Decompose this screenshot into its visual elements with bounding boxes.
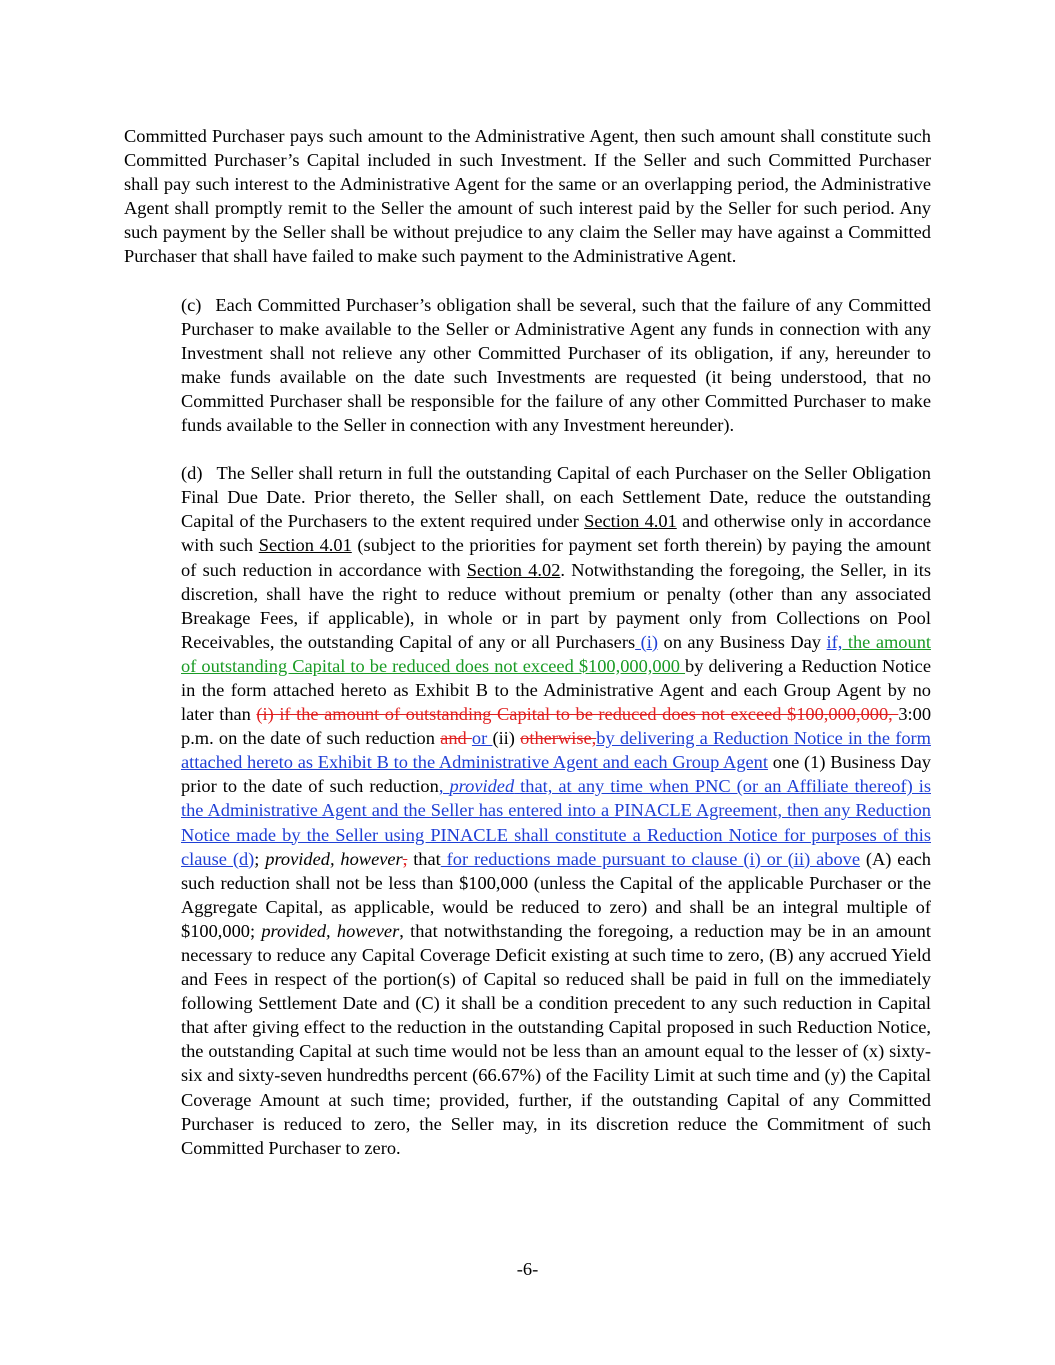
text-run: (ii) <box>492 728 521 749</box>
page-number: -6- <box>516 1259 539 1279</box>
section-reference: Section 4.01 <box>258 535 352 556</box>
text-run: by delivering a Reduction Notice in the form attached hereto as Exhibit B to the Administrative Agent and each Group Agent by no later than <box>181 655 931 725</box>
paragraph-c-label: (c) <box>181 294 202 315</box>
inserted-text: or <box>471 728 493 749</box>
text-run: . Notwithstanding the foregoing, the Seller, in its discretion, shall have the right to reduce without premium or penalty (other than any associated Breakage Fees, if applicable), in whole or in part by payment only from Collections on Pool Receivables, the outstanding Capital of any or all Purchasers <box>181 559 931 652</box>
text-run: and otherwise only in accordance with such <box>181 511 931 556</box>
inserted-text: if, <box>826 631 843 652</box>
text-run: that <box>407 848 441 869</box>
paragraph-d-label: (d) <box>181 463 203 484</box>
deleted-text: (i) if the amount of outstanding Capital to be reduced does not exceed $100,000,000, <box>256 704 899 725</box>
inserted-text: for reductions made pursuant to clause (i) or (ii) above <box>440 848 861 869</box>
text-run: (subject to the priorities for payment set forth therein) by paying the amount of such reduction in accordance with <box>181 535 932 580</box>
paragraph-c <box>124 293 931 438</box>
section-reference: Section 4.01 <box>584 511 677 532</box>
text-run: provided, however <box>261 920 400 941</box>
paragraph-d <box>124 461 931 1160</box>
inserted-text: (i) <box>635 631 658 652</box>
text-run: ; <box>254 848 266 869</box>
text-run: on any Business Day <box>658 631 827 652</box>
deleted-text: , <box>402 848 408 869</box>
paragraph-c-text: Each Committed Purchaser’s obligation shall be several, such that the failure of any Committed Purchaser to make available to the Seller or Administrative Agent any funds in connection with any Investment shall not relieve any other Committed Purchaser of its obligation, if any, hereunder to make funds available on the date such Investments are requested (it being understood, that no Committed Purchaser shall be responsible for the failure of any other Committed Purchaser to make funds available to the Seller in connection with any Investment hereunder). <box>181 294 931 436</box>
paragraph-spacer <box>124 437 931 461</box>
text-run: provided, however <box>265 848 403 869</box>
inserted-text: provided <box>449 776 515 797</box>
document-page <box>124 124 931 1160</box>
moved-text: the amount of outstanding Capital to be reduced does not exceed $100,000,000 <box>181 631 931 676</box>
text-run: 3:00 p.m. on the date of such reduction <box>181 704 932 749</box>
paragraph-b-continuation: Committed Purchaser pays such amount to the Administrative Agent, then such amount shall constitute such Committed Purchaser’s Capital included in such Investment. If the Seller and such Committed Purchaser shall pay such interest to the Administrative Agent for the same or an overlapping period, the Administrative Agent shall promptly remit to the Seller the amount of such interest paid by the Seller for such period. Any such payment by the Seller shall be without prejudice to any claim the Seller may have against a Committed Purchaser that shall have failed to make such payment to the Administrative Agent. <box>124 126 931 267</box>
text-run: one (1) Business Day prior to the date of such reduction <box>181 752 931 797</box>
inserted-text: that, at any time when PNC (or an Affiliate thereof) is the Administrative Agent and the Seller has entered into a PINACLE Agreement, then any Reduction Notice made by the Seller using PINACLE shall constitute a Reduction Notice for purposes of this clause (d) <box>181 776 931 869</box>
paragraph-spacer <box>124 269 931 293</box>
inserted-text: by delivering a Reduction Notice in the form attached hereto as Exhibit B to the Administrative Agent and each Group Agent <box>181 728 931 773</box>
text-run: The Seller shall return in full the outstanding Capital of each Purchaser on the Seller Obligation Final Due Date. Prior thereto, the Seller shall, on each Settlement Date, reduce the outstanding Capital of the Purchasers to the extent required under <box>181 463 931 532</box>
deleted-text: and <box>440 728 472 749</box>
inserted-text: , <box>438 776 450 797</box>
text-run: , that notwithstanding the foregoing, a reduction may be in an amount necessary to reduce any Capital Coverage Deficit existing at such time to zero, (B) any accrued Yield and Fees in respect of the portion(s) of Capital so reduced shall be paid in full on the immediately following Settlement Date and (C) it shall be a condition precedent to any such reduction in Capital that after giving effect to the reduction in the outstanding Capital proposed in such Reduction Notice, the outstanding Capital at such time would not be less than an amount equal to the lesser of (x) sixty-six and sixty-seven hundredths percent (66.67%) of the Facility Limit at such time and (y) the Capital Coverage Amount at such time; provided, further, if the outstanding Capital of any Committed Purchaser is reduced to zero, the Seller may, in its discretion reduce the Commitment of such Committed Purchaser to zero. <box>181 920 931 1158</box>
section-reference: Section 4.02 <box>466 559 561 580</box>
text-run: (A) each such reduction shall not be less than $100,000 (unless the Capital of the applicable Purchaser or the Aggregate Capital, as applicable, would be reduced to zero) and shall be an integral multiple of $100,000; <box>181 848 931 941</box>
deleted-text: otherwise, <box>520 728 597 749</box>
